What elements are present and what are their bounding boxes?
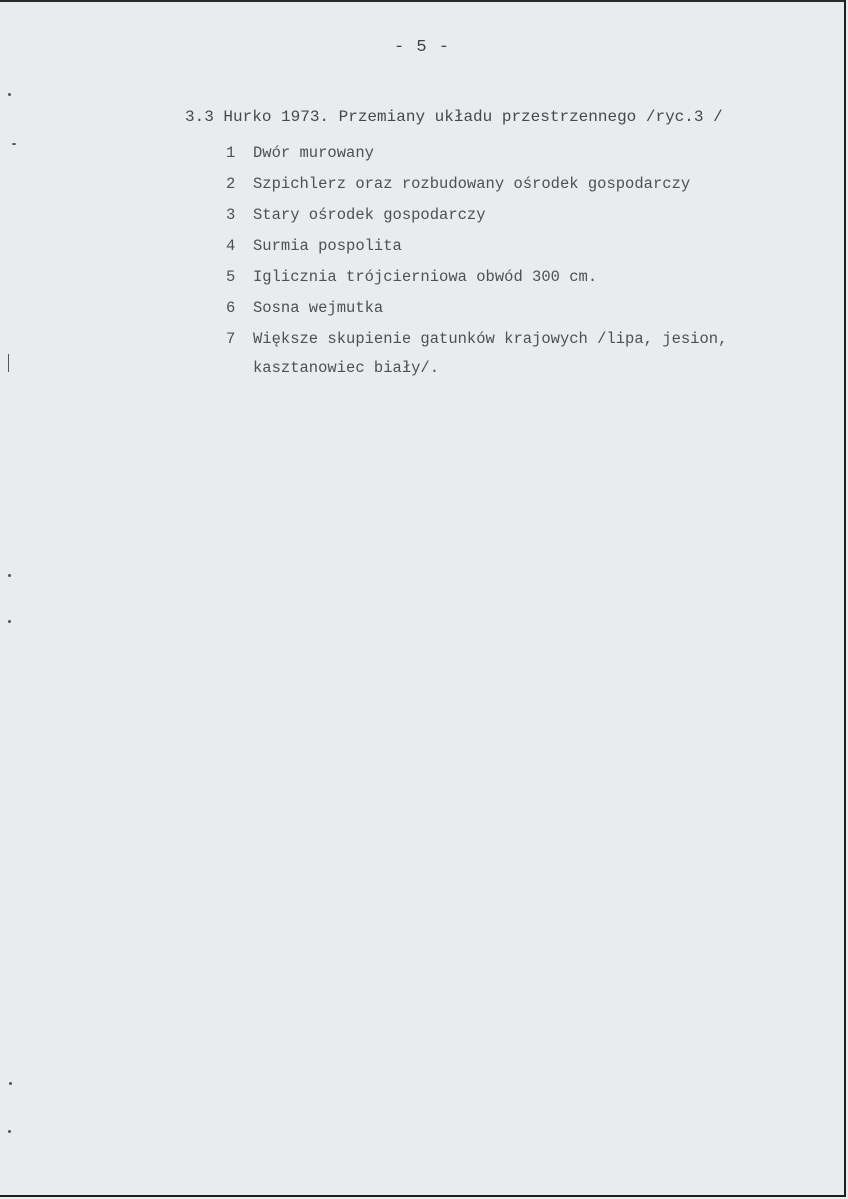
list-item <box>226 328 727 379</box>
list-item <box>226 142 727 173</box>
item-number: 2 <box>226 175 236 193</box>
item-text: Sosna wejmutka <box>253 299 384 317</box>
scan-speck <box>9 1082 12 1085</box>
item-text: Większe skupienie gatunków krajowych /lipa, jesion, <box>253 330 728 348</box>
list-item <box>226 204 727 235</box>
item-number: 3 <box>226 206 236 224</box>
scan-speck <box>8 620 11 623</box>
item-text: Dwór murowany <box>253 144 374 162</box>
scan-speck <box>12 143 16 145</box>
item-number: 6 <box>226 299 236 317</box>
list-item <box>226 235 727 266</box>
list-item <box>226 173 727 204</box>
item-text-continuation: kasztanowiec biały/. <box>253 359 440 377</box>
item-number: 5 <box>226 268 236 286</box>
item-number: 4 <box>226 237 236 255</box>
scan-speck <box>8 93 11 96</box>
section-heading: 3.3 Hurko 1973. Przemiany układu przestrzennego /ryc.3 / <box>185 108 723 126</box>
item-text: Stary ośrodek gospodarczy <box>253 206 486 224</box>
page-number: - 5 - <box>393 38 450 57</box>
item-number: 1 <box>226 144 236 162</box>
scan-speck <box>8 354 9 372</box>
scan-speck <box>8 1130 11 1133</box>
list-item <box>226 297 727 328</box>
item-number: 7 <box>226 330 236 348</box>
item-text: Szpichlerz oraz rozbudowany ośrodek gospodarczy <box>253 175 691 193</box>
item-text: Surmia pospolita <box>253 237 402 255</box>
legend-list <box>226 142 727 379</box>
list-item <box>226 266 727 297</box>
item-text: Iglicznia trójcierniowa obwód 300 cm. <box>253 268 598 286</box>
scan-speck <box>8 574 11 577</box>
